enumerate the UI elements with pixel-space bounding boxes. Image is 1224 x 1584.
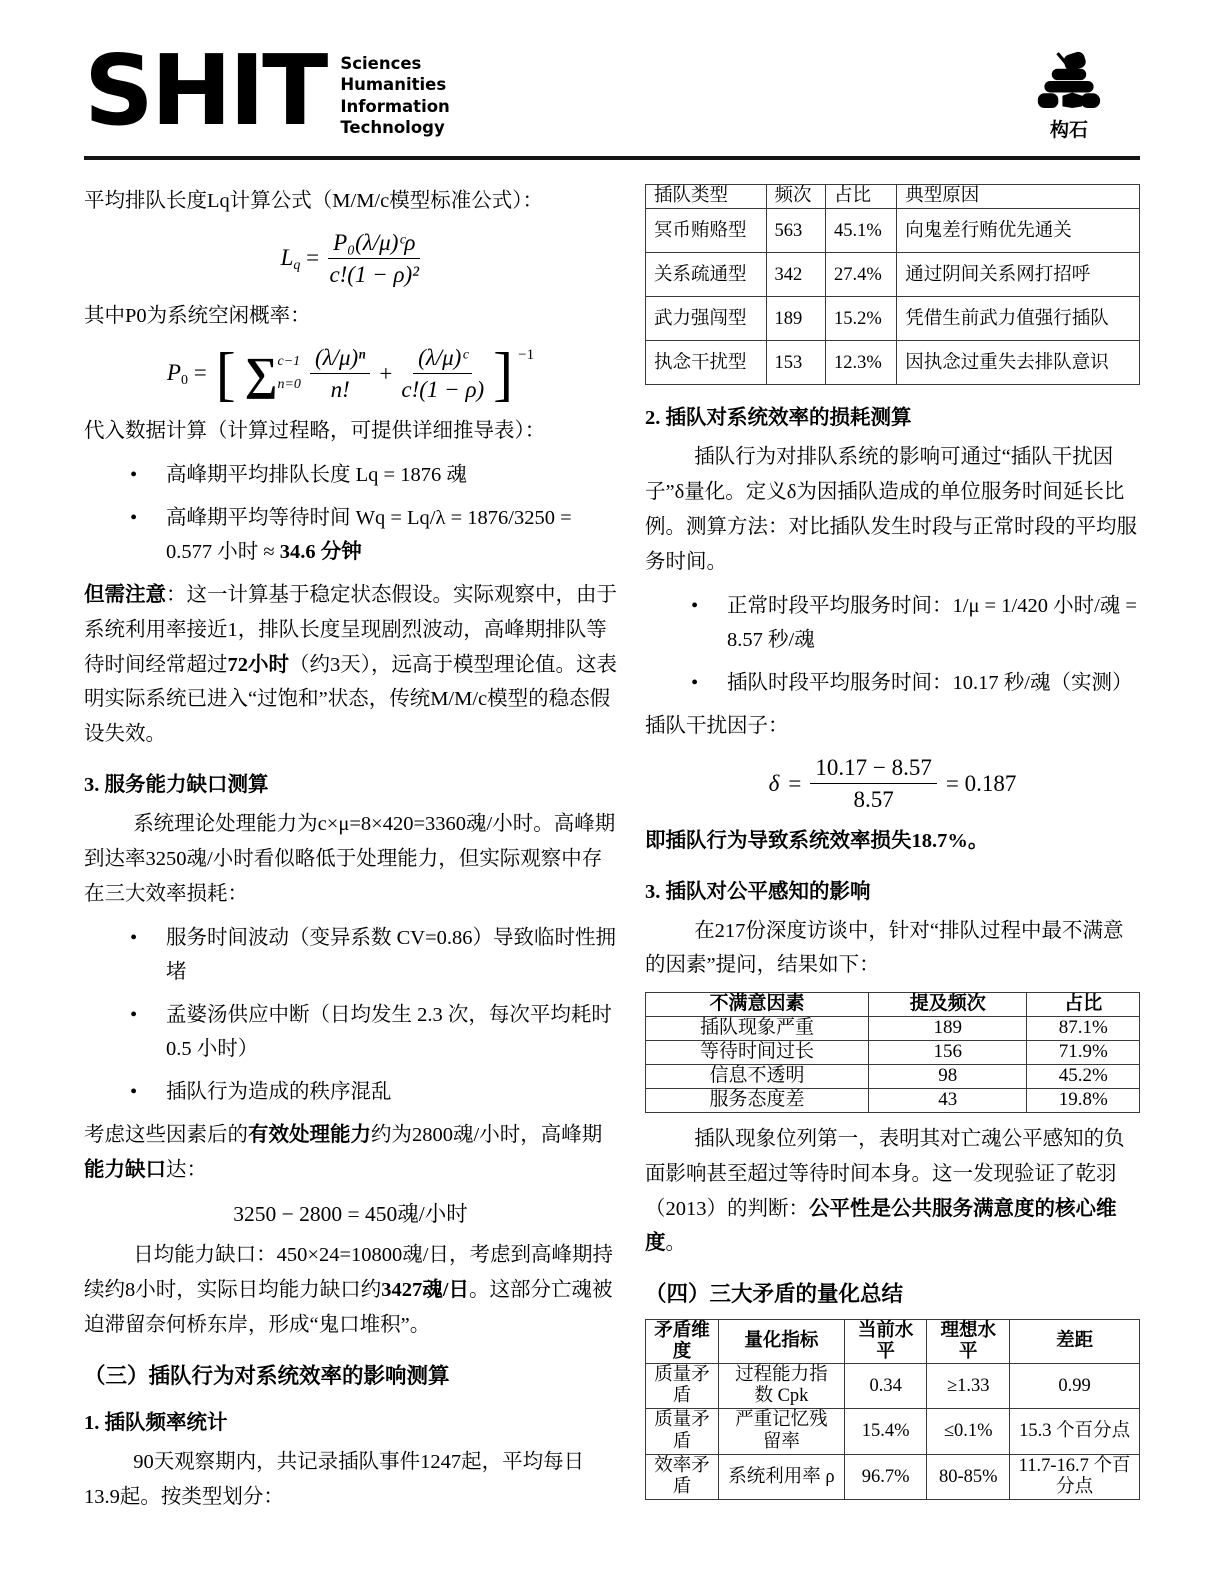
text-segment: 达： <box>166 1158 207 1181</box>
list-item <box>84 458 617 492</box>
tagline-line: Technology <box>340 118 445 138</box>
publisher-logo <box>1028 48 1110 142</box>
section-heading-fairness: 3. 插队对公平感知的影响 <box>645 880 871 903</box>
section-heading-efficiency-loss: 2. 插队对系统效率的损耗测算 <box>645 407 912 430</box>
fraction: $\frac{\text{P₀(λ/μ)ᶜρ}}{\text{c!(1 − ρ)²}}$ <box>329 229 420 288</box>
text-segment: 孟婆汤供应中断（日均发生 2.3 次，每次平均耗时 0.5 小时） <box>166 1003 612 1060</box>
bullet-text <box>727 589 1140 657</box>
dissatisfaction-factor-table <box>645 992 1140 1113</box>
list-item <box>645 589 1140 657</box>
column-left <box>84 175 617 1524</box>
list-item <box>84 998 617 1066</box>
fraction: $\frac{\text{(λ/μ)ᶜ}}{c!(1 - \rho)}$ <box>401 344 485 403</box>
table-row <box>646 297 1140 341</box>
two-column-body <box>84 175 1140 1524</box>
bullet-text <box>166 501 617 569</box>
bullet-icon: • <box>130 463 138 486</box>
table-cell: 执念干扰型 <box>646 341 767 385</box>
table-cell: 系统利用率 ρ <box>718 1454 844 1500</box>
table-cell: 信息不透明 <box>646 1065 869 1089</box>
table-row <box>646 1088 1140 1112</box>
text-segment: 3427魂/日 <box>381 1279 469 1302</box>
formula-p0 <box>84 340 617 407</box>
table-cell: 15.3 个百分点 <box>1010 1409 1140 1455</box>
text-segment: 高峰期平均等待时间 Wq = Lq/λ = 1876/3250 = 0.577 小时 ≈ <box>166 506 572 563</box>
table-cell: ≥1.33 <box>927 1363 1010 1409</box>
table-cell: 96.7% <box>844 1454 926 1500</box>
section-heading-summary: （四）三大矛盾的量化总结 <box>645 1282 904 1307</box>
table-header-cell: 当前水平 <box>844 1320 926 1364</box>
table-cell: 效率矛盾 <box>646 1454 719 1500</box>
table-header-row <box>646 993 1140 1017</box>
bullet-icon: • <box>130 506 138 529</box>
header-rule <box>84 156 1140 160</box>
table-cell: 189 <box>869 1017 1027 1041</box>
text-segment: 能力缺口 <box>84 1158 166 1181</box>
paragraph-note <box>84 578 617 752</box>
table-header-cell: 差距 <box>1010 1320 1140 1364</box>
fraction: $\frac{\text{(λ/μ)ⁿ}}{n!}$ <box>310 344 370 404</box>
list-item <box>84 921 617 989</box>
text-segment: 正常时段平均服务时间：1/μ = 1/420 小时/魂 = 8.57 秒/魂 <box>727 594 1137 651</box>
text-segment: 。这部分亡魂被迫滞留奈何桥东岸，形成“鬼口堆积”。 <box>84 1279 613 1337</box>
text-segment: ：这一计算基于稳定状态假设。实际观察中，由于系统利用率接近1，排队长度呈现剧烈波动，高峰期排队等待时间经常超过 <box>84 583 617 676</box>
bullet-text <box>727 666 1140 700</box>
publisher-name: 构石 <box>1049 119 1088 141</box>
table-cell: 563 <box>766 209 825 253</box>
table-cell: 153 <box>766 341 825 385</box>
table-cell: ≤0.1% <box>927 1409 1010 1455</box>
table-cell: 关系疏通型 <box>646 253 767 297</box>
page-header <box>84 34 1140 150</box>
table-row <box>646 209 1140 253</box>
paragraph-effective-capacity <box>84 1118 617 1188</box>
stone-pile-icon <box>1028 48 1110 114</box>
formula-lq <box>84 229 617 289</box>
text-segment: （约3天），远高于模型理论值。这表明实际系统已进入“过饱和”状态，传统M/M/c模型的稳态假设失效。 <box>84 653 617 746</box>
table-cell: 342 <box>766 253 825 297</box>
bullet-text <box>166 1075 617 1109</box>
table-cell: 0.99 <box>1010 1363 1140 1409</box>
table-header-cell: 插队类型 <box>646 185 767 209</box>
paragraph-lq-intro: 平均排队长度Lq计算公式（M/M/c模型标准公式）： <box>84 190 543 212</box>
table-row <box>646 1017 1140 1041</box>
table-cell: 向鬼差行贿优先通关 <box>897 209 1140 253</box>
section-heading-capacity-gap: 3. 服务能力缺口测算 <box>84 774 269 797</box>
paragraph-frequency: 90天观察期内，共记录插队事件1247起，平均每日13.9起。按类型划分： <box>84 1451 585 1508</box>
table-cell: 凭借生前武力值强行插队 <box>897 297 1140 341</box>
tagline-line: Information <box>340 96 450 116</box>
formula-capacity-gap: 3250 − 2800 = 450魂/小时 <box>233 1202 468 1227</box>
bullet-icon: • <box>130 1080 138 1103</box>
text-segment: 插队时段平均服务时间：10.17 秒/魂（实测） <box>727 671 1133 694</box>
queue-jumping-type-table <box>645 184 1140 385</box>
table-cell: 98 <box>869 1065 1027 1089</box>
left-bracket: [ <box>215 340 236 407</box>
fraction: $\frac{10.17 - 8.57}{8.57}$ <box>810 754 936 814</box>
table-header-cell: 占比 <box>1027 993 1140 1017</box>
paragraph-daily-gap <box>84 1238 617 1343</box>
table-cell: 45.2% <box>1027 1065 1140 1089</box>
table-cell: 插队现象严重 <box>646 1017 869 1041</box>
summation: ∑ c−1 n=0 <box>244 348 301 400</box>
table-row <box>646 341 1140 385</box>
tagline-line: Sciences <box>340 54 422 73</box>
journal-tagline <box>340 53 450 139</box>
paragraph-fairness-finding <box>645 1122 1140 1261</box>
table-cell: 19.8% <box>1027 1088 1140 1112</box>
text-segment: 约为2800魂/小时，高峰期 <box>371 1123 603 1146</box>
contradiction-summary-table <box>645 1319 1140 1500</box>
table-header-cell: 不满意因素 <box>646 993 869 1017</box>
table-cell: 87.1% <box>1027 1017 1140 1041</box>
section-heading-queue-jumping: （三）插队行为对系统效率的影响测算 <box>84 1364 450 1388</box>
formula-lhs: δ <box>768 770 780 796</box>
table-cell: 武力强闯型 <box>646 297 767 341</box>
table-cell: 质量矛盾 <box>646 1363 719 1409</box>
paragraph-conclusion <box>645 824 1140 859</box>
table-header-cell: 典型原因 <box>897 185 1140 209</box>
formula-lhs: $L_q$ = <box>280 244 320 273</box>
table-cell: 11.7-16.7 个百分点 <box>1010 1454 1140 1500</box>
text-segment: 即插队行为导致系统效率损失18.7%。 <box>645 829 989 852</box>
text-segment: 公平性是公共服务满意度的核心维度 <box>645 1197 1117 1255</box>
table-header-cell: 提及频次 <box>869 993 1027 1017</box>
table-cell: 等待时间过长 <box>646 1041 869 1065</box>
text-segment: 插队现象位列第一，表明其对亡魂公平感知的负面影响甚至超过等待时间本身。这一发现验证了乾羽（2013）的判断： <box>645 1127 1125 1220</box>
equals-sign: = <box>788 770 802 796</box>
table-row <box>646 1454 1140 1500</box>
formula-lhs: $P_0$ = <box>166 359 207 388</box>
text-segment: 。 <box>665 1232 686 1255</box>
right-bracket: ] <box>493 340 514 407</box>
paragraph-calc-intro: 代入数据计算（计算过程略，可提供详细推导表）： <box>84 420 546 443</box>
table-cell: 0.34 <box>844 1363 926 1409</box>
formula-rhs: = 0.187 <box>945 770 1017 796</box>
table-cell: 27.4% <box>825 253 896 297</box>
text-segment: 考虑这些因素后的 <box>84 1123 248 1146</box>
text-segment: 服务时间波动（变异系数 CV=0.86）导致临时性拥堵 <box>166 926 617 983</box>
text-segment: 但需注意 <box>84 583 166 606</box>
bullet-text <box>166 458 617 492</box>
paragraph-delta-label: 插队干扰因子： <box>645 714 789 737</box>
table-cell: 156 <box>869 1041 1027 1065</box>
list-item <box>84 501 617 569</box>
table-row <box>646 1041 1140 1065</box>
list-item <box>84 1075 617 1109</box>
table-cell: 80-85% <box>927 1454 1010 1500</box>
bullet-text <box>166 921 617 989</box>
table-cell: 12.3% <box>825 341 896 385</box>
table-row <box>646 1363 1140 1409</box>
table-cell: 通过阴间关系网打招呼 <box>897 253 1140 297</box>
paragraph-survey: 在217份深度访谈中，针对“排队过程中最不满意的因素”提问，结果如下： <box>645 919 1124 977</box>
exponent: −1 <box>518 346 535 363</box>
table-cell: 45.1% <box>825 209 896 253</box>
table-cell: 15.4% <box>844 1409 926 1455</box>
table-header-cell: 占比 <box>825 185 896 209</box>
table-cell: 质量矛盾 <box>646 1409 719 1455</box>
bullet-icon: • <box>130 926 138 949</box>
paragraph-delta-definition: 插队行为对排队系统的影响可通过“插队干扰因子”δ量化。定义δ为因插队造成的单位服务时间延长比例。测算方法：对比插队发生时段与正常时段的平均服务时间。 <box>645 446 1137 573</box>
table-row <box>646 253 1140 297</box>
section-heading-frequency: 1. 插队频率统计 <box>84 1412 228 1434</box>
column-right <box>645 175 1140 1524</box>
table-cell: 过程能力指数 Cpk <box>718 1363 844 1409</box>
table-row <box>646 1409 1140 1455</box>
table-cell: 服务态度差 <box>646 1088 869 1112</box>
paragraph-p0-intro: 其中P0为系统空闲概率： <box>84 305 311 328</box>
sigma-symbol: ∑ <box>244 348 278 400</box>
text-segment: 日均能力缺口：450×24=10800魂/日，考虑到高峰期持续约8小时，实际日均能力缺口约 <box>84 1244 614 1302</box>
table-cell: 71.9% <box>1027 1041 1140 1065</box>
bullet-text <box>166 998 617 1066</box>
table-row <box>646 1065 1140 1089</box>
journal-logo <box>84 34 450 147</box>
text-segment: 插队行为造成的秩序混乱 <box>166 1080 392 1103</box>
text-segment: 34.6 分钟 <box>279 540 362 563</box>
table-header-row <box>646 185 1140 209</box>
table-header-cell: 理想水平 <box>927 1320 1010 1364</box>
paragraph-capacity: 系统理论处理能力为c×μ=8×420=3360魂/小时。高峰期到达率3250魂/小时看似略低于处理能力，但实际观察中存在三大效率损耗： <box>84 813 616 905</box>
text-segment: 高峰期平均排队长度 Lq = 1876 魂 <box>166 463 467 486</box>
tagline-line: Humanities <box>340 75 447 95</box>
bullet-icon: • <box>130 1003 138 1026</box>
table-cell: 冥币贿赂型 <box>646 209 767 253</box>
table-cell: 严重记忆残留率 <box>718 1409 844 1455</box>
table-header-cell: 量化指标 <box>718 1320 844 1364</box>
bullet-icon: • <box>691 594 699 617</box>
table-cell: 189 <box>766 297 825 341</box>
text-segment: 72小时 <box>227 653 289 676</box>
bullet-icon: • <box>691 671 699 694</box>
table-cell: 15.2% <box>825 297 896 341</box>
table-header-cell: 频次 <box>766 185 825 209</box>
table-header-cell: 矛盾维度 <box>646 1320 719 1364</box>
table-header-row <box>646 1320 1140 1364</box>
journal-logo-word: SHIT <box>84 34 326 147</box>
formula-delta <box>645 754 1140 814</box>
table-cell: 43 <box>869 1088 1027 1112</box>
table-cell: 因执念过重失去排队意识 <box>897 341 1140 385</box>
plus-sign: + <box>379 361 393 387</box>
text-segment: 有效处理能力 <box>248 1123 371 1146</box>
list-item <box>645 666 1140 700</box>
